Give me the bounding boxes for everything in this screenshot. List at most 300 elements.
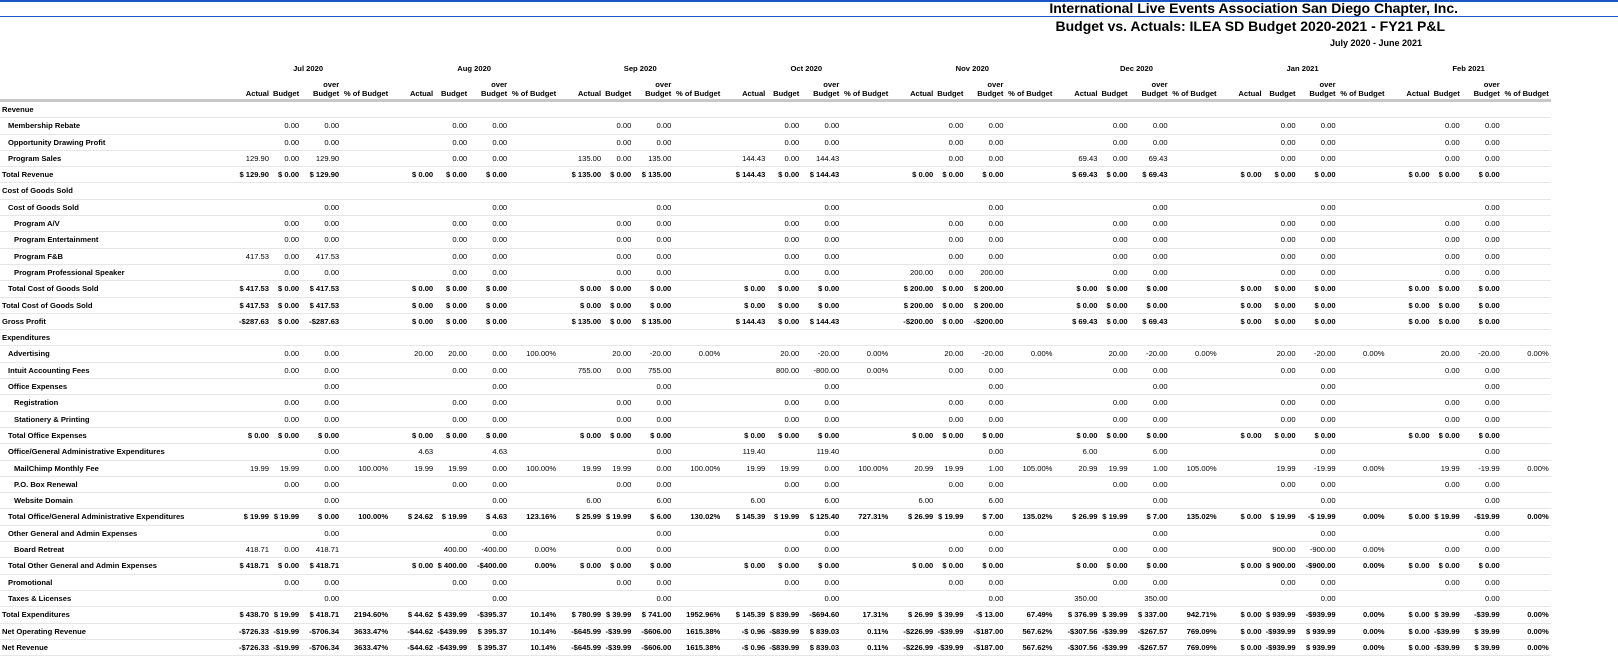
value-cell xyxy=(1054,395,1099,411)
value-cell: 0.00 xyxy=(469,134,509,150)
value-cell: 6.00 xyxy=(965,493,1005,509)
value-cell xyxy=(509,362,558,378)
value-cell: -$39.99 xyxy=(1099,639,1129,655)
value-cell: 19.99 xyxy=(271,460,301,476)
value-cell: 20.00 xyxy=(767,346,801,362)
value-cell: 0.00 xyxy=(965,199,1005,215)
value-cell: 105.00% xyxy=(1005,460,1054,476)
table-row xyxy=(0,264,1551,280)
value-cell: $ 145.39 xyxy=(722,607,767,623)
value-cell: 0.00 xyxy=(1462,150,1502,166)
value-cell xyxy=(341,232,390,248)
value-cell xyxy=(603,330,633,346)
value-cell xyxy=(1338,476,1387,492)
value-cell: $ 19.99 xyxy=(271,607,301,623)
value-cell: 0.00 xyxy=(469,395,509,411)
report-title: Budget vs. Actuals: ILEA SD Budget 2020-2021 - FY21 P&L xyxy=(1055,18,1445,34)
value-cell: 0.00 xyxy=(1130,264,1170,280)
value-cell: 200.00 xyxy=(965,264,1005,280)
value-cell: 0.00 xyxy=(935,264,965,280)
value-cell: $ 0.00 xyxy=(801,427,841,443)
value-cell xyxy=(673,118,722,134)
value-cell xyxy=(1005,199,1054,215)
value-cell xyxy=(509,101,558,118)
value-cell xyxy=(226,411,271,427)
value-cell: 0.00 xyxy=(965,118,1005,134)
value-cell xyxy=(226,444,271,460)
value-cell xyxy=(509,493,558,509)
value-cell xyxy=(226,574,271,590)
value-cell: $ 376.99 xyxy=(1054,607,1099,623)
value-cell: 0.00% xyxy=(841,346,890,362)
value-cell: $ 200.00 xyxy=(890,281,935,297)
value-cell: 0.00% xyxy=(1502,623,1551,639)
value-cell xyxy=(1338,313,1387,329)
value-cell xyxy=(1054,101,1099,118)
value-cell xyxy=(341,330,390,346)
section-row xyxy=(0,183,1551,199)
value-cell: -20.00 xyxy=(1462,346,1502,362)
value-cell: 6.00 xyxy=(890,493,935,509)
value-cell: 0.00 xyxy=(935,574,965,590)
value-cell: $ 0.00 xyxy=(1130,297,1170,313)
value-cell xyxy=(1054,134,1099,150)
value-cell: 0.00% xyxy=(1502,607,1551,623)
value-cell xyxy=(1219,101,1264,118)
value-cell: $ 69.43 xyxy=(1054,313,1099,329)
value-cell: $ 0.00 xyxy=(390,297,435,313)
total-row xyxy=(0,281,1551,297)
total-row xyxy=(0,607,1551,623)
report-org-title: International Live Events Association San Diego Chapter, Inc. xyxy=(1049,0,1458,16)
value-cell xyxy=(1502,281,1551,297)
value-cell: 0.00 xyxy=(801,199,841,215)
value-cell: 0.00 xyxy=(1298,411,1338,427)
value-cell: $ 0.00 xyxy=(633,558,673,574)
value-cell xyxy=(1387,216,1432,232)
value-cell: 0.00 xyxy=(801,232,841,248)
value-cell xyxy=(1502,313,1551,329)
value-cell xyxy=(1099,493,1129,509)
value-cell xyxy=(558,542,603,558)
value-cell xyxy=(1219,346,1264,362)
value-cell xyxy=(603,493,633,509)
value-cell: $ 39.99 xyxy=(1462,623,1502,639)
value-cell: $ 0.00 xyxy=(1462,558,1502,574)
value-cell xyxy=(890,362,935,378)
value-cell: 0.00 xyxy=(469,248,509,264)
value-cell xyxy=(890,346,935,362)
value-cell: 0.00 xyxy=(965,216,1005,232)
value-cell xyxy=(509,118,558,134)
value-cell: 129.90 xyxy=(226,150,271,166)
value-cell xyxy=(1170,590,1219,606)
value-cell: 400.00 xyxy=(435,542,469,558)
value-cell xyxy=(890,134,935,150)
value-cell xyxy=(722,264,767,280)
value-cell: $ 200.00 xyxy=(965,281,1005,297)
value-cell: 0.00 xyxy=(1130,199,1170,215)
value-cell: $ 69.43 xyxy=(1130,167,1170,183)
value-cell xyxy=(390,199,435,215)
value-cell: $ 0.00 xyxy=(1264,167,1298,183)
value-cell: 0.00 xyxy=(633,118,673,134)
value-cell: $ 0.00 xyxy=(1462,313,1502,329)
value-cell: 0.00 xyxy=(1432,248,1462,264)
value-cell xyxy=(1170,264,1219,280)
value-cell xyxy=(1054,525,1099,541)
month-header: Nov 2020 xyxy=(955,64,990,73)
value-cell xyxy=(1170,574,1219,590)
value-cell xyxy=(1264,493,1298,509)
value-cell xyxy=(509,476,558,492)
value-cell: 0.00 xyxy=(965,411,1005,427)
budget-vs-actuals-table xyxy=(0,64,1551,656)
value-cell xyxy=(767,101,801,118)
value-cell: 0.00 xyxy=(301,362,341,378)
value-cell: 20.00 xyxy=(390,346,435,362)
value-cell: 0.00 xyxy=(801,411,841,427)
value-cell: 0.00 xyxy=(801,542,841,558)
value-cell xyxy=(1005,362,1054,378)
value-cell xyxy=(1005,101,1054,118)
value-cell xyxy=(1338,395,1387,411)
value-cell: $ 0.00 xyxy=(271,558,301,574)
value-cell xyxy=(1387,444,1432,460)
value-cell xyxy=(341,346,390,362)
column-header: Budget xyxy=(603,74,633,101)
value-cell xyxy=(1502,590,1551,606)
value-cell: -$39.99 xyxy=(1099,623,1129,639)
value-cell xyxy=(890,118,935,134)
value-cell: $ 135.00 xyxy=(633,167,673,183)
value-cell xyxy=(435,199,469,215)
column-header: Actual xyxy=(1219,74,1264,101)
value-cell xyxy=(509,395,558,411)
value-cell: -400.00 xyxy=(469,542,509,558)
value-cell: 0.00 xyxy=(1099,264,1129,280)
value-cell xyxy=(341,525,390,541)
value-cell: 19.99 xyxy=(1264,460,1298,476)
value-cell xyxy=(1502,199,1551,215)
value-cell xyxy=(841,167,890,183)
value-cell: 0.00 xyxy=(935,216,965,232)
value-cell: 0.00 xyxy=(1264,134,1298,150)
value-cell xyxy=(1170,411,1219,427)
value-cell: 0.00 xyxy=(301,264,341,280)
row-label: MailChimp Monthly Fee xyxy=(0,460,226,476)
value-cell xyxy=(1432,590,1462,606)
value-cell: 0.00 xyxy=(767,134,801,150)
value-cell: 0.00 xyxy=(1130,574,1170,590)
value-cell: 0.00 xyxy=(1130,493,1170,509)
value-cell: 0.00 xyxy=(935,411,965,427)
value-cell xyxy=(673,542,722,558)
value-cell: 0.00 xyxy=(965,444,1005,460)
value-cell: 0.00 xyxy=(965,248,1005,264)
value-cell: 0.00% xyxy=(1005,346,1054,362)
total-row xyxy=(0,313,1551,329)
value-cell: $ 39.99 xyxy=(1099,607,1129,623)
value-cell: $ 19.99 xyxy=(226,509,271,525)
column-header: over Budget xyxy=(801,74,841,101)
value-cell xyxy=(935,101,965,118)
value-cell: 0.00 xyxy=(1264,248,1298,264)
value-cell xyxy=(1387,411,1432,427)
value-cell xyxy=(435,183,469,199)
value-cell xyxy=(1005,427,1054,443)
value-cell: 0.00 xyxy=(1264,574,1298,590)
value-cell xyxy=(558,444,603,460)
value-cell: 0.00 xyxy=(1432,542,1462,558)
value-cell xyxy=(1338,150,1387,166)
value-cell: $ 0.00 xyxy=(767,427,801,443)
value-cell xyxy=(1099,199,1129,215)
value-cell xyxy=(390,183,435,199)
value-cell: 0.00 xyxy=(633,460,673,476)
value-cell: 0.00 xyxy=(1462,395,1502,411)
value-cell: $ 0.00 xyxy=(1432,427,1462,443)
value-cell: $ 144.43 xyxy=(801,167,841,183)
value-cell: $ 0.00 xyxy=(390,281,435,297)
value-cell: 0.00 xyxy=(1130,118,1170,134)
value-cell: $ 0.00 xyxy=(558,297,603,313)
value-cell: -$287.63 xyxy=(226,313,271,329)
value-cell xyxy=(890,444,935,460)
value-cell xyxy=(841,183,890,199)
value-cell: 0.00 xyxy=(271,134,301,150)
value-cell xyxy=(1170,248,1219,264)
table-row xyxy=(0,574,1551,590)
value-cell xyxy=(722,362,767,378)
value-cell xyxy=(1338,525,1387,541)
value-cell xyxy=(1219,216,1264,232)
value-cell xyxy=(722,525,767,541)
value-cell xyxy=(1387,493,1432,509)
value-cell: 100.00% xyxy=(341,509,390,525)
value-cell: 0.00 xyxy=(435,411,469,427)
value-cell: 0.00 xyxy=(603,150,633,166)
value-cell xyxy=(558,346,603,362)
value-cell: $ 0.00 xyxy=(1432,167,1462,183)
table-row xyxy=(0,590,1551,606)
value-cell: 0.00 xyxy=(1462,574,1502,590)
value-cell: 0.00 xyxy=(1099,118,1129,134)
value-cell: 0.00 xyxy=(603,411,633,427)
value-cell: 0.00% xyxy=(509,542,558,558)
value-cell: 69.43 xyxy=(1054,150,1099,166)
value-cell xyxy=(1219,525,1264,541)
value-cell: -$287.63 xyxy=(301,313,341,329)
total-row xyxy=(0,558,1551,574)
value-cell xyxy=(1338,281,1387,297)
column-header: over Budget xyxy=(965,74,1005,101)
value-cell xyxy=(1298,101,1338,118)
row-label: Program A/V xyxy=(0,216,226,232)
row-label: Expenditures xyxy=(0,330,226,346)
value-cell xyxy=(1005,411,1054,427)
table-row xyxy=(0,362,1551,378)
value-cell: 67.49% xyxy=(1005,607,1054,623)
value-cell xyxy=(1170,379,1219,395)
value-cell: 20.99 xyxy=(1054,460,1099,476)
value-cell: $ 0.00 xyxy=(1387,313,1432,329)
value-cell xyxy=(509,379,558,395)
value-cell: $ 19.99 xyxy=(271,509,301,525)
value-cell xyxy=(1502,542,1551,558)
value-cell xyxy=(673,232,722,248)
value-cell xyxy=(509,134,558,150)
value-cell: -$267.57 xyxy=(1130,623,1170,639)
value-cell: $ 0.00 xyxy=(633,427,673,443)
value-cell: 0.00 xyxy=(1462,199,1502,215)
value-cell xyxy=(841,427,890,443)
value-cell xyxy=(1054,199,1099,215)
value-cell: 769.09% xyxy=(1170,639,1219,655)
value-cell: -$307.56 xyxy=(1054,639,1099,655)
value-cell: 0.11% xyxy=(841,639,890,655)
value-cell xyxy=(841,232,890,248)
value-cell: $ 145.39 xyxy=(722,509,767,525)
value-cell: 144.43 xyxy=(801,150,841,166)
value-cell: 0.00% xyxy=(1338,346,1387,362)
value-cell: 0.00 xyxy=(271,216,301,232)
value-cell xyxy=(1387,542,1432,558)
value-cell xyxy=(435,493,469,509)
value-cell: 0.00 xyxy=(469,460,509,476)
value-cell xyxy=(1432,525,1462,541)
value-cell: $ 144.43 xyxy=(801,313,841,329)
value-cell: -$39.99 xyxy=(1462,607,1502,623)
value-cell xyxy=(435,590,469,606)
value-cell xyxy=(1387,232,1432,248)
value-cell: $ 0.00 xyxy=(1054,297,1099,313)
column-header: % of Budget xyxy=(1170,74,1219,101)
value-cell xyxy=(673,362,722,378)
total-row xyxy=(0,623,1551,639)
total-row xyxy=(0,509,1551,525)
value-cell xyxy=(1264,444,1298,460)
value-cell: 0.00 xyxy=(1432,134,1462,150)
value-cell: 0.00 xyxy=(301,460,341,476)
value-cell: $ 0.00 xyxy=(890,558,935,574)
value-cell: $ 418.71 xyxy=(226,558,271,574)
value-cell: $ 417.53 xyxy=(301,281,341,297)
value-cell xyxy=(341,199,390,215)
value-cell: 0.00 xyxy=(603,232,633,248)
value-cell xyxy=(841,574,890,590)
value-cell: 0.00 xyxy=(1462,379,1502,395)
value-cell: 6.00 xyxy=(1130,444,1170,460)
value-cell xyxy=(390,590,435,606)
value-cell: -$939.99 xyxy=(1264,639,1298,655)
row-label: Taxes & Licenses xyxy=(0,590,226,606)
value-cell: -$726.33 xyxy=(226,639,271,655)
value-cell: 105.00% xyxy=(1170,460,1219,476)
column-header: Budget xyxy=(1432,74,1462,101)
value-cell xyxy=(673,395,722,411)
value-cell: $ 0.00 xyxy=(801,281,841,297)
table-row xyxy=(0,411,1551,427)
value-cell: 0.00 xyxy=(1264,150,1298,166)
value-cell: $ 26.99 xyxy=(890,509,935,525)
value-cell: 20.00 xyxy=(603,346,633,362)
value-cell xyxy=(226,330,271,346)
value-cell xyxy=(390,264,435,280)
value-cell: 0.00 xyxy=(965,542,1005,558)
value-cell: 0.00% xyxy=(1338,639,1387,655)
value-cell: $ 395.37 xyxy=(469,623,509,639)
value-cell: 0.00 xyxy=(271,264,301,280)
value-cell: 0.00 xyxy=(435,232,469,248)
value-cell: 0.00 xyxy=(767,232,801,248)
value-cell xyxy=(673,476,722,492)
column-header: Actual xyxy=(1387,74,1432,101)
row-label: Stationery & Printing xyxy=(0,411,226,427)
value-cell xyxy=(841,525,890,541)
value-cell xyxy=(890,411,935,427)
column-header: over Budget xyxy=(301,74,341,101)
value-cell: $ 0.00 xyxy=(1462,167,1502,183)
value-cell xyxy=(1005,183,1054,199)
value-cell xyxy=(509,216,558,232)
value-cell: -$39.99 xyxy=(1432,623,1462,639)
value-cell: -$706.34 xyxy=(301,623,341,639)
value-cell xyxy=(1170,427,1219,443)
value-cell xyxy=(558,590,603,606)
value-cell: 0.00 xyxy=(1099,248,1129,264)
value-cell: 1.00 xyxy=(1130,460,1170,476)
value-cell: 123.16% xyxy=(509,509,558,525)
value-cell xyxy=(1005,216,1054,232)
value-cell: 0.00 xyxy=(1298,216,1338,232)
value-cell xyxy=(341,118,390,134)
value-cell: 769.09% xyxy=(1170,623,1219,639)
month-header: Dec 2020 xyxy=(1120,64,1153,73)
value-cell: 0.00 xyxy=(1130,476,1170,492)
value-cell: 0.00 xyxy=(767,248,801,264)
value-cell xyxy=(1005,330,1054,346)
value-cell: 0.00 xyxy=(633,395,673,411)
value-cell xyxy=(673,134,722,150)
value-cell xyxy=(673,558,722,574)
value-cell xyxy=(1054,379,1099,395)
value-cell xyxy=(1005,232,1054,248)
value-cell: 0.00 xyxy=(1130,232,1170,248)
value-cell: -$ 0.96 xyxy=(722,639,767,655)
value-cell: $ 0.00 xyxy=(1099,281,1129,297)
table-row xyxy=(0,476,1551,492)
value-cell: -20.00 xyxy=(1130,346,1170,362)
value-cell xyxy=(673,574,722,590)
month-header-row xyxy=(0,64,1551,74)
value-cell xyxy=(390,248,435,264)
value-cell: $ 0.00 xyxy=(1432,558,1462,574)
value-cell: 0.00 xyxy=(469,411,509,427)
value-cell xyxy=(935,444,965,460)
value-cell xyxy=(435,379,469,395)
value-cell xyxy=(558,118,603,134)
value-cell xyxy=(1338,330,1387,346)
value-cell: 0.00 xyxy=(965,574,1005,590)
value-cell: -$726.33 xyxy=(226,623,271,639)
value-cell: 0.00 xyxy=(301,346,341,362)
value-cell xyxy=(841,297,890,313)
value-cell xyxy=(509,411,558,427)
value-cell: $ 0.00 xyxy=(767,167,801,183)
value-cell xyxy=(1170,395,1219,411)
value-cell: $ 144.43 xyxy=(722,167,767,183)
